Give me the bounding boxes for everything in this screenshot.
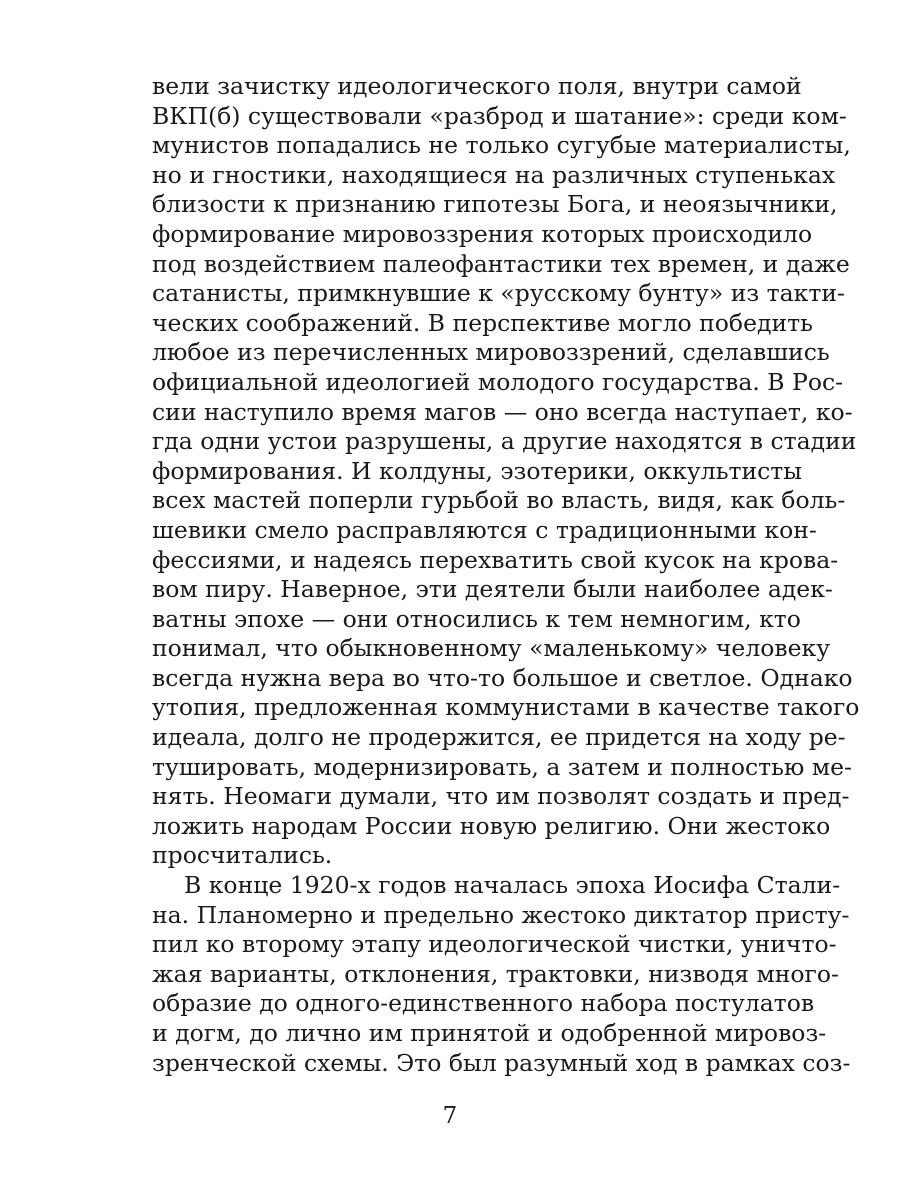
text-line: вом пиру. Наверное, эти деятели были наиболее адек-	[152, 575, 833, 604]
text-line: и догм, до лично им принятой и одобренной мировоз-	[152, 1019, 827, 1047]
text-line: ложить народам России новую религию. Они жестоко	[152, 811, 831, 840]
text-line: всегда нужна вера во что-то большое и светлое. Однако	[152, 663, 853, 692]
text-line: шевики смело расправляются с традиционными кон-	[152, 515, 817, 544]
text-line: формирование мировоззрения которых происходило	[152, 219, 813, 248]
text-line: любое из перечисленных мировоззрений, сделавшись	[152, 338, 830, 367]
text-line: тушировать, модернизировать, а затем и полностью ме-	[152, 752, 852, 781]
text-line: официальной идеологией молодого государства. В Рос-	[152, 367, 844, 396]
text-line: сатанисты, примкнувшие к «русскому бунту» из такти-	[152, 279, 845, 308]
text-line: ВКП(б) существовали «разброд и шатание»: среди ком-	[152, 101, 847, 130]
text-line: образие до одного-единственного набора постулатов	[152, 989, 815, 1018]
text-line: формирования. И колдуны, эзотерики, оккультисты	[152, 456, 803, 485]
paragraph	[152, 871, 851, 1078]
body-text	[152, 72, 860, 1078]
text-line: пил ко второму этапу идеологической чистки, уничто-	[152, 930, 837, 959]
text-line: В конце 1920-х годов началась эпоха Иосифа Стали-	[184, 871, 841, 900]
text-line: ватны эпохе — они относились к тем немногим, кто	[152, 604, 801, 633]
text-line: идеала, долго не продержится, ее придется на ходу ре-	[152, 723, 846, 752]
text-line: всех мастей поперли гурьбой во власть, видя, как боль-	[152, 486, 846, 515]
text-line: мунистов попадались не только сугубые материалисты,	[152, 131, 851, 160]
page-number: 7	[442, 1103, 458, 1129]
text-line: фессиями, и надеясь перехватить свой кусок на крова-	[152, 545, 839, 574]
text-line: зренческой схемы. Это был разумный ход в рамках соз-	[152, 1048, 851, 1077]
text-line: ческих соображений. В перспективе могло победить	[152, 308, 813, 337]
text-line: утопия, предложенная коммунистами в качестве такого	[152, 693, 860, 722]
text-line: под воздействием палеофантастики тех времен, и даже	[152, 249, 850, 278]
paragraph	[152, 72, 860, 871]
text-line: вели зачистку идеологического поля, внутри самой	[152, 72, 802, 100]
text-line: близости к признанию гипотезы Бога, и неоязычники,	[152, 190, 838, 219]
text-line: жая варианты, отклонения, трактовки, низводя много-	[152, 959, 839, 988]
text-line: но и гностики, находящиеся на различных ступеньках	[152, 160, 836, 189]
text-line: сии наступило время магов — оно всегда наступает, ко-	[152, 397, 853, 426]
text-line: нять. Неомаги думали, что им позволят создать и пред-	[152, 782, 850, 811]
text-line: понимал, что обыкновенному «маленькому» человеку	[152, 634, 831, 663]
text-line: на. Планомерно и предельно жестоко диктатор присту-	[152, 900, 850, 929]
text-line: гда одни устои разрушены, а другие находятся в стадии	[152, 427, 857, 456]
text-line: просчитались.	[152, 841, 333, 870]
